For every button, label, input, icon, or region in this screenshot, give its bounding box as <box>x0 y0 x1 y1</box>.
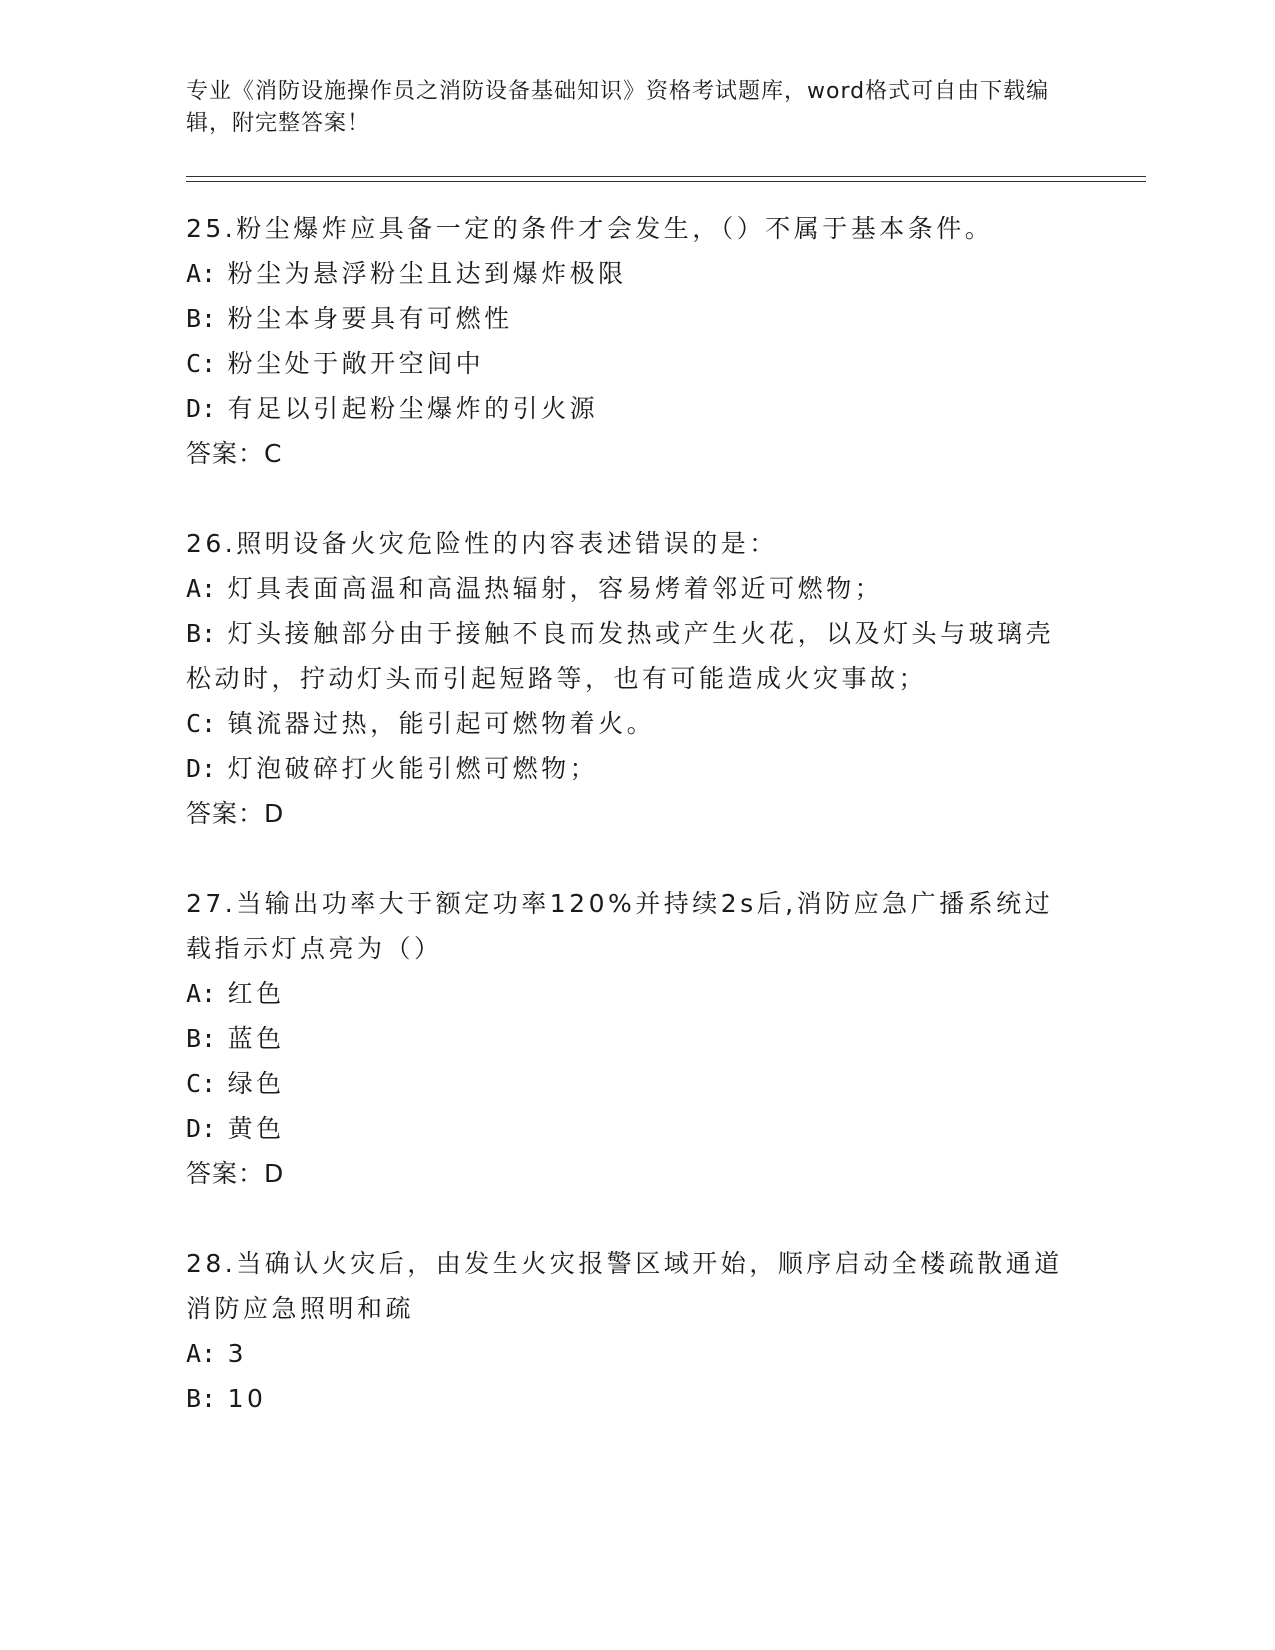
option-letter: A: <box>186 1339 217 1368</box>
option-c <box>186 341 1066 386</box>
option-letter: C: <box>186 1069 217 1098</box>
document-header: 专业《消防设施操作员之消防设备基础知识》资格考试题库，word格式可自由下载编辑，附完整答案！ <box>186 79 1050 136</box>
option-letter: C: <box>186 349 217 378</box>
option-b <box>186 611 1066 701</box>
option-b <box>186 296 1066 341</box>
option-d <box>186 1106 1066 1151</box>
question-26 <box>186 521 1066 836</box>
question-stem: 26.照明设备火灾危险性的内容表述错误的是： <box>186 529 778 558</box>
question-stem: 28.当确认火灾后，由发生火灾报警区域开始，顺序启动全楼疏散通道消防应急照明和疏 <box>186 1249 1063 1323</box>
answer-line: 答案：D <box>186 799 285 828</box>
option-text: 有足以引起粉尘爆炸的引火源 <box>227 394 599 423</box>
option-text: 红色 <box>227 979 285 1008</box>
option-letter: B: <box>186 304 217 333</box>
question-25 <box>186 206 1066 476</box>
option-a <box>186 566 1066 611</box>
option-text: 绿色 <box>227 1069 285 1098</box>
header-divider-bottom <box>186 181 1146 182</box>
option-letter: D: <box>186 754 217 783</box>
option-b <box>186 1016 1066 1061</box>
option-text: 灯具表面高温和高温热辐射，容易烤着邻近可燃物； <box>227 574 884 603</box>
option-letter: D: <box>186 394 217 423</box>
option-text: 蓝色 <box>227 1024 285 1053</box>
option-text: 灯泡破碎打火能引燃可燃物； <box>227 754 599 783</box>
option-letter: A: <box>186 574 217 603</box>
question-stem: 25.粉尘爆炸应具备一定的条件才会发生，（）不属于基本条件。 <box>186 214 994 243</box>
option-a <box>186 1331 1066 1376</box>
option-a <box>186 971 1066 1016</box>
option-text: 3 <box>227 1339 247 1368</box>
option-d <box>186 746 1066 791</box>
option-letter: B: <box>186 1024 217 1053</box>
option-b <box>186 1376 1066 1421</box>
answer-line: 答案：C <box>186 439 283 468</box>
option-text: 10 <box>227 1384 267 1413</box>
option-letter: D: <box>186 1114 217 1143</box>
question-27 <box>186 881 1066 1196</box>
question-28 <box>186 1241 1066 1421</box>
option-text: 灯头接触部分由于接触不良而发热或产生火花，以及灯头与玻璃壳松动时，拧动灯头而引起短路等，也有可能造成火灾事故； <box>186 619 1055 693</box>
answer-line: 答案：D <box>186 1159 285 1188</box>
option-letter: C: <box>186 709 217 738</box>
option-c <box>186 701 1066 746</box>
question-stem: 27.当输出功率大于额定功率120%并持续2s后,消防应急广播系统过载指示灯点亮为（） <box>186 889 1054 963</box>
option-a <box>186 251 1066 296</box>
option-text: 粉尘为悬浮粉尘且达到爆炸极限 <box>227 259 627 288</box>
option-text: 镇流器过热，能引起可燃物着火。 <box>227 709 656 738</box>
option-text: 黄色 <box>227 1114 285 1143</box>
question-list <box>186 206 1066 1466</box>
option-text: 粉尘本身要具有可燃性 <box>227 304 513 333</box>
option-letter: B: <box>186 1384 217 1413</box>
option-d <box>186 386 1066 431</box>
option-c <box>186 1061 1066 1106</box>
option-letter: A: <box>186 979 217 1008</box>
option-text: 粉尘处于敞开空间中 <box>227 349 485 378</box>
option-letter: A: <box>186 259 217 288</box>
header-divider-top <box>186 176 1146 177</box>
option-letter: B: <box>186 619 217 648</box>
